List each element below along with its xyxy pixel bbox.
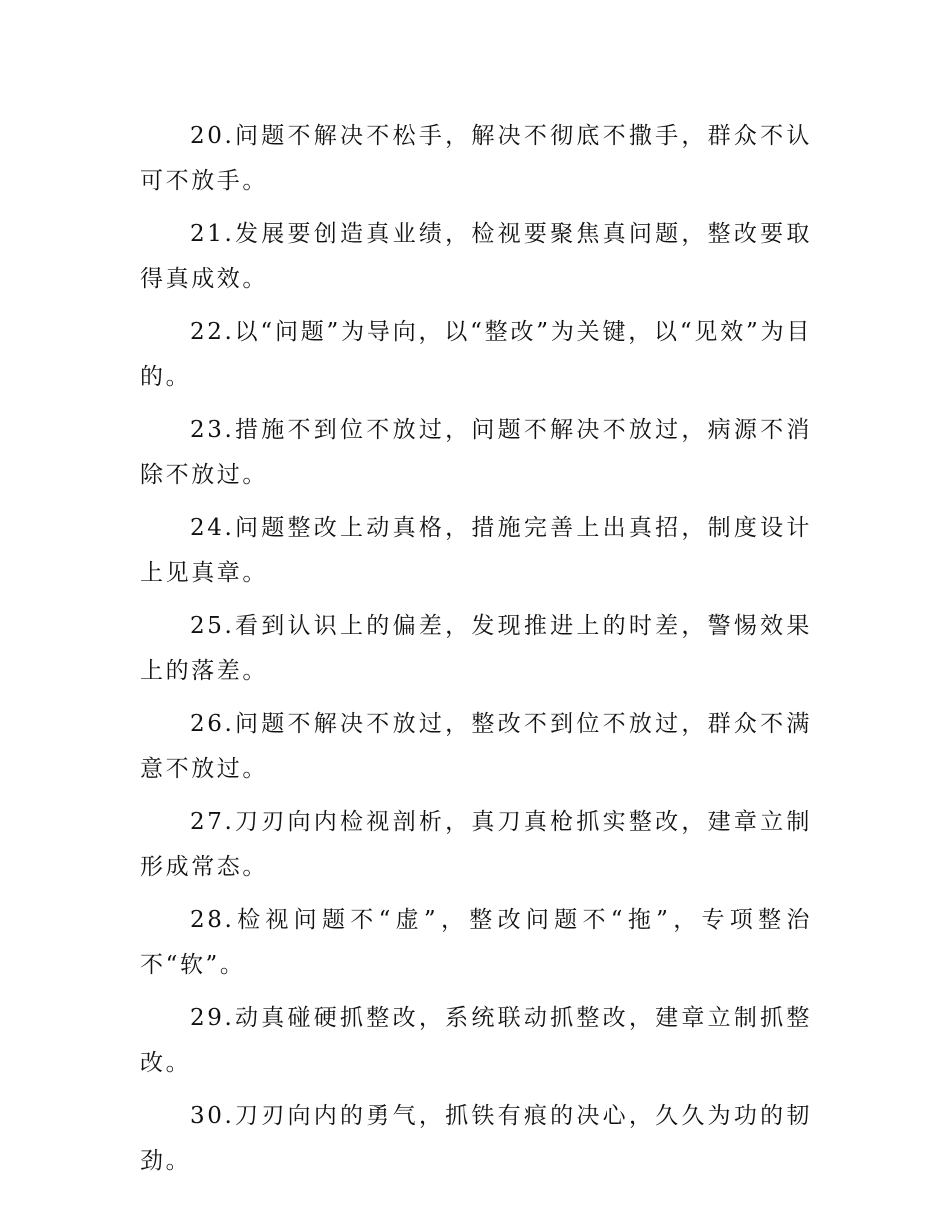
paragraph-item-21: 21.发展要创造真业绩，检视要聚焦真问题，整改要取得真成效。	[140, 221, 812, 292]
paragraph-item-28: 28.检视问题不“虚”，整改问题不“拖”，专项整治不“软”。	[140, 907, 812, 978]
paragraph-item-22: 22.以“问题”为导向，以“整改”为关键，以“见效”为目的。	[140, 319, 812, 390]
paragraph-item-29: 29.动真碰硬抓整改，系统联动抓整改，建章立制抓整改。	[140, 1005, 812, 1076]
paragraph-item-27: 27.刀刃向内检视剖析，真刀真枪抓实整改，建章立制形成常态。	[140, 809, 812, 880]
document-body	[140, 114, 812, 1192]
paragraph-item-30: 30.刀刃向内的勇气，抓铁有痕的决心，久久为功的韧劲。	[140, 1103, 812, 1174]
paragraph-item-20: 20.问题不解决不松手，解决不彻底不撒手，群众不认可不放手。	[140, 123, 812, 194]
paragraph-item-24: 24.问题整改上动真格，措施完善上出真招，制度设计上见真章。	[140, 515, 812, 586]
paragraph-item-23: 23.措施不到位不放过，问题不解决不放过，病源不消除不放过。	[140, 417, 812, 488]
paragraph-item-26: 26.问题不解决不放过，整改不到位不放过，群众不满意不放过。	[140, 711, 812, 782]
paragraph-item-25: 25.看到认识上的偏差，发现推进上的时差，警惕效果上的落差。	[140, 613, 812, 684]
